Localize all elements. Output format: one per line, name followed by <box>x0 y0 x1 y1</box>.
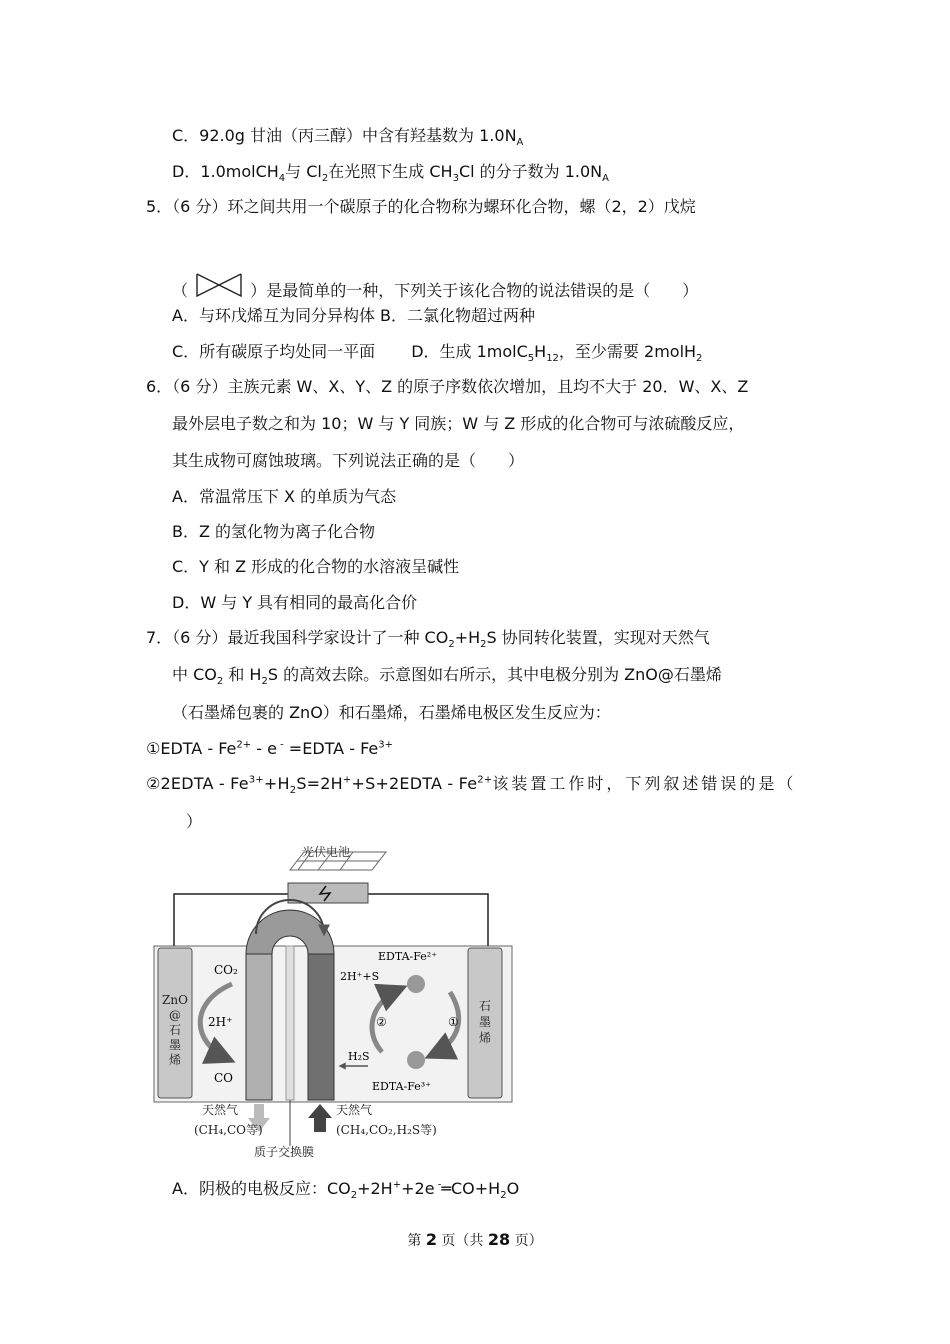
spiropentane-structure-icon <box>193 270 245 300</box>
q7-option-a: A．阴极的电极反应：$CO_2+2H^++2e$ $^-═CO+H_2O$ <box>172 1179 520 1202</box>
q7-stem-close: ） <box>186 812 203 831</box>
svg-text:H₂S: H₂S <box>348 1050 370 1063</box>
q7-stem-line1: 7．（6 分）最近我国科学家设计了一种 $CO_2+H_2S$ 协同转化装置，实现对天然气 <box>146 628 710 651</box>
q7-stem-line3: （石墨烯包裹的 ZnO）和石墨烯，石墨烯电极区发生反应为： <box>172 703 611 722</box>
q4-option-d: D．1.0molCH$_4$与 $Cl_2$在光照下生成 $CH_3Cl$ 的分子数为 $1.0N_A$ <box>172 162 609 185</box>
q6-option-b: B．Z 的氢化物为离子化合物 <box>172 522 376 541</box>
svg-text:烯: 烯 <box>168 1053 182 1067</box>
q5-options-ab: A．与环戊烯互为同分异构体 B．二氯化物超过两种 <box>172 306 536 325</box>
solar-panel-icon <box>288 852 386 903</box>
q7-reaction-2: ②2EDTA - $Fe^{3+}+H_2S=2H^++S+2EDTA - Fe^{2+}$该装置工作时，下列叙述错误的是（ <box>146 774 797 797</box>
svg-text:(CH₄,CO等): (CH₄,CO等) <box>194 1123 263 1137</box>
svg-text:2H⁺: 2H⁺ <box>208 1015 233 1029</box>
pv-label: 光伏电池 <box>301 845 351 859</box>
right-electrode-label <box>479 999 491 1045</box>
q6-option-d: D．W 与 Y 具有相同的最高化合价 <box>172 593 418 612</box>
svg-text:石: 石 <box>168 1023 182 1037</box>
q6-option-a: A．常温常压下 X 的单质为气态 <box>172 487 397 506</box>
svg-text:天然气: 天然气 <box>336 1103 373 1117</box>
svg-text:墨: 墨 <box>168 1038 182 1052</box>
svg-text:CO₂: CO₂ <box>214 963 238 977</box>
q7-reaction-1: ①EDTA - $Fe^{2+}$ - e - =EDTA - $Fe^{3+}$ <box>146 739 393 758</box>
svg-text:②: ② <box>376 1015 387 1029</box>
svg-text:烯: 烯 <box>478 1031 492 1045</box>
q7-stem-line2: 中 $CO_2$ 和 $H_2S$ 的高效去除。示意图如右所示，其中电极分别为 ZnO@石墨烯 <box>172 665 722 688</box>
svg-text:2H⁺+S: 2H⁺+S <box>340 970 380 983</box>
q5-stem-line2: （ ）是最简单的一种，下列关于该化合物的说法错误的是（ ） <box>172 270 698 301</box>
page-footer: 第 2 页（共 28 页） <box>407 1230 543 1249</box>
svg-text:EDTA-Fe²⁺: EDTA-Fe²⁺ <box>378 950 438 963</box>
q4-option-c: C．92.0g 甘油（丙三醇）中含有羟基数为 $1.0N_A$ <box>172 126 524 149</box>
svg-text:墨: 墨 <box>478 1015 492 1029</box>
q6-stem-line2: 最外层电子数之和为 10；W 与 Y 同族；W 与 Z 形成的化合物可与浓硫酸反应， <box>172 414 745 433</box>
svg-text:①: ① <box>448 1015 459 1029</box>
q6-stem-line1: 6．（6 分）主族元素 W、X、Y、Z 的原子序数依次增加，且均不大于 20．W、X、Z <box>146 377 749 396</box>
svg-text:ZnO: ZnO <box>162 993 188 1007</box>
q6-stem-line3: 其生成物可腐蚀玻璃。下列说法正确的是（ ） <box>172 451 525 470</box>
q6-option-c: C．Y 和 Z 形成的化合物的水溶液呈碱性 <box>172 557 460 576</box>
svg-text:石: 石 <box>478 999 492 1013</box>
q5-stem-line1: 5．（6 分）环之间共用一个碳原子的化合物称为螺环化合物，螺（2，2）戊烷 <box>146 197 696 216</box>
svg-text:EDTA-Fe³⁺: EDTA-Fe³⁺ <box>372 1080 432 1093</box>
svg-text:CO: CO <box>214 1071 234 1085</box>
svg-text:(CH₄,CO₂,H₂S等): (CH₄,CO₂,H₂S等) <box>336 1123 437 1137</box>
electrolysis-device-diagram <box>150 842 520 1172</box>
svg-text:@: @ <box>169 1008 181 1022</box>
svg-text:天然气: 天然气 <box>202 1103 239 1117</box>
svg-text:质子交换膜: 质子交换膜 <box>254 1145 315 1159</box>
q5-options-cd: C．所有碳原子均处同一平面 D．生成 $1molC_5H_{12}$，至少需要 2molH$_2$ <box>172 342 703 365</box>
